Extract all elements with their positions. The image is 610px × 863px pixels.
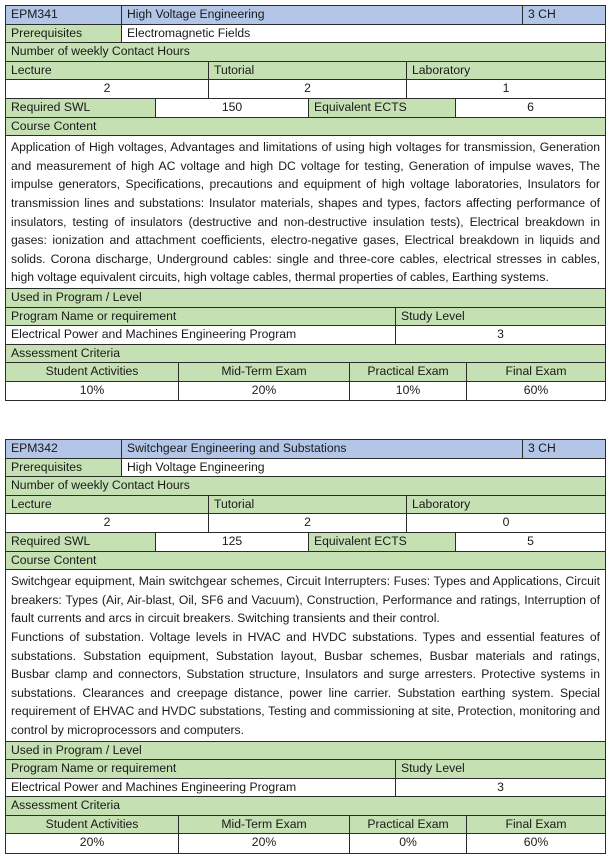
- assessment-value: 20%: [6, 834, 179, 853]
- contact-hours-values-row: [6, 80, 605, 99]
- assessment-header: Practical Exam: [350, 816, 467, 834]
- contact-hours-label: Number of weekly Contact Hours: [6, 477, 605, 495]
- course-content: [6, 136, 605, 289]
- program-values-row: [6, 779, 605, 798]
- assessment-heading-row: [6, 797, 605, 816]
- program-values-row: [6, 326, 605, 345]
- program-labels-row: [6, 760, 605, 779]
- course-code: EPM341: [6, 6, 122, 24]
- used-in-label: Used in Program / Level: [6, 742, 605, 760]
- lecture-hours: 2: [6, 514, 209, 532]
- contact-hours-labels-row: [6, 496, 605, 515]
- laboratory-label: Laboratory: [407, 496, 605, 514]
- course-content-paragraph: Application of High voltages, Advantages and limitations of using high voltages for transmission, Generation and measurement of high AC voltage and high DC voltage for testing, Generation of impulse waves, The impulse generators, Specifications, precautions and equipment of high voltage laboratories, Insulators for transmission lines and substations: Insulator materials, shapes and types, factors affecting performance of insulators, testing of insulators (destructive and non-destructive insulation tests), Electrical breakdown in gases: ionization and attachment coefficients, electro-negative gases, Electrical breakdown in liquids and solids. Corona discharge, Underground cables: single and three-core cables, electrical stresses in cables, high voltage equivalent circuits, high voltage cables, thermal properties of cables, Earthing systems.: [11, 140, 600, 285]
- credit-hours: 3 CH: [523, 440, 605, 458]
- contact-hours-label: Number of weekly Contact Hours: [6, 43, 605, 61]
- lecture-hours: 2: [6, 80, 209, 98]
- course-table-epm341: [5, 5, 606, 401]
- assessment-label: Assessment Criteria: [6, 797, 605, 815]
- contact-hours-heading-row: [6, 43, 605, 62]
- course-content-heading-row: [6, 118, 605, 137]
- course-header-row: [6, 6, 605, 25]
- course-content-heading-row: [6, 552, 605, 571]
- assessment-value: 0%: [350, 834, 467, 853]
- workload-row: [6, 99, 605, 118]
- swl-value: 125: [156, 533, 309, 551]
- course-code: EPM342: [6, 440, 122, 458]
- prerequisites-label: Prerequisites: [6, 25, 122, 43]
- ects-value: 6: [456, 99, 605, 117]
- ects-value: 5: [456, 533, 605, 551]
- lecture-label: Lecture: [6, 62, 209, 80]
- course-table-epm342: [5, 439, 606, 854]
- course-content-paragraph: Functions of substation. Voltage levels in HVAC and HVDC substations. Types and essential features of substations. Substation equipment, Substation layout, Busbar schemes, Busbar materials and ratings, Busbar clamp and connectors, Substation structure, Insulators and surge arresters. Protective systems in substations. Clearances and creepage distance, power line carrier. Substation earthing system. Special requirement of EHVAC and HVDC substations, Testing and commissioning at site, Protection, monitoring and control by microprocessors and computers.: [11, 629, 600, 737]
- assessment-label: Assessment Criteria: [6, 345, 605, 363]
- study-level: 3: [396, 326, 605, 344]
- course-content: [6, 570, 605, 741]
- program-label: Program Name or requirement: [6, 760, 396, 778]
- assessment-header: Practical Exam: [350, 363, 467, 381]
- ects-label: Equivalent ECTS: [309, 533, 456, 551]
- assessment-headers-row: [6, 816, 605, 835]
- program-name: Electrical Power and Machines Engineering Program: [6, 779, 396, 797]
- contact-hours-labels-row: [6, 62, 605, 81]
- assessment-values-row: [6, 834, 605, 853]
- lecture-label: Lecture: [6, 496, 209, 514]
- assessment-value: 60%: [467, 382, 605, 401]
- assessment-value: 20%: [179, 834, 350, 853]
- prerequisites-label: Prerequisites: [6, 459, 122, 477]
- course-title: High Voltage Engineering: [122, 6, 523, 24]
- credit-hours: 3 CH: [523, 6, 605, 24]
- assessment-header: Student Activities: [6, 816, 179, 834]
- prerequisites-value: Electromagnetic Fields: [122, 25, 605, 43]
- used-in-heading-row: [6, 742, 605, 761]
- laboratory-label: Laboratory: [407, 62, 605, 80]
- assessment-value: 20%: [179, 382, 350, 401]
- prerequisites-row: [6, 459, 605, 478]
- swl-label: Required SWL: [6, 533, 156, 551]
- used-in-heading-row: [6, 289, 605, 308]
- assessment-header: Final Exam: [467, 816, 605, 834]
- course-content-paragraph: Switchgear equipment, Main switchgear schemes, Circuit Interrupters: Fuses: Types and Applications, Circuit breakers: Types (Air, Air-blast, Oil, SF6 and Vacuum), Construction, Performance and ratings, Interruption of fault currents and arcs in circuit breakers. Switching transients and their control.: [11, 574, 600, 626]
- swl-label: Required SWL: [6, 99, 156, 117]
- contact-hours-heading-row: [6, 477, 605, 496]
- laboratory-hours: 0: [407, 514, 605, 532]
- assessment-header: Mid-Term Exam: [179, 363, 350, 381]
- assessment-value: 60%: [467, 834, 605, 853]
- program-label: Program Name or requirement: [6, 308, 396, 326]
- program-labels-row: [6, 308, 605, 327]
- laboratory-hours: 1: [407, 80, 605, 98]
- study-level: 3: [396, 779, 605, 797]
- tutorial-hours: 2: [209, 514, 407, 532]
- tutorial-hours: 2: [209, 80, 407, 98]
- study-level-label: Study Level: [396, 308, 605, 326]
- assessment-values-row: [6, 382, 605, 401]
- assessment-value: 10%: [350, 382, 467, 401]
- assessment-header: Mid-Term Exam: [179, 816, 350, 834]
- assessment-headers-row: [6, 363, 605, 382]
- assessment-header: Final Exam: [467, 363, 605, 381]
- assessment-value: 10%: [6, 382, 179, 401]
- study-level-label: Study Level: [396, 760, 605, 778]
- assessment-heading-row: [6, 345, 605, 364]
- program-name: Electrical Power and Machines Engineering Program: [6, 326, 396, 344]
- tutorial-label: Tutorial: [209, 62, 407, 80]
- course-title: Switchgear Engineering and Substations: [122, 440, 523, 458]
- course-content-label: Course Content: [6, 118, 605, 136]
- course-content-label: Course Content: [6, 552, 605, 570]
- used-in-label: Used in Program / Level: [6, 289, 605, 307]
- swl-value: 150: [156, 99, 309, 117]
- prerequisites-row: [6, 25, 605, 44]
- assessment-header: Student Activities: [6, 363, 179, 381]
- ects-label: Equivalent ECTS: [309, 99, 456, 117]
- course-header-row: [6, 440, 605, 459]
- tutorial-label: Tutorial: [209, 496, 407, 514]
- prerequisites-value: High Voltage Engineering: [122, 459, 605, 477]
- contact-hours-values-row: [6, 514, 605, 533]
- workload-row: [6, 533, 605, 552]
